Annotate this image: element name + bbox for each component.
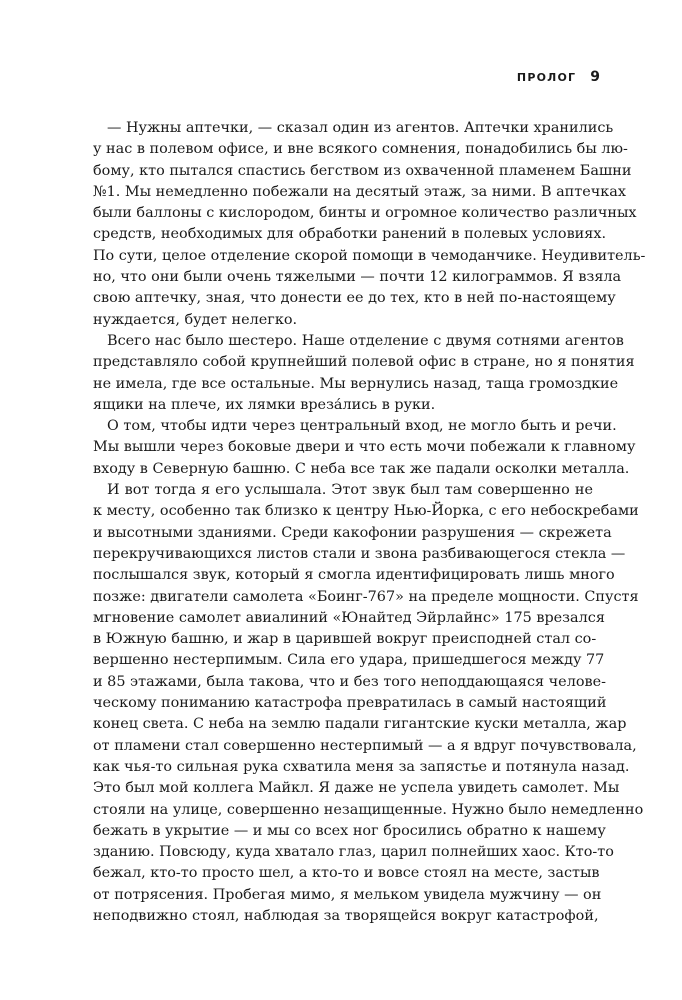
text-line: Всего нас было шестеро. Наше отделение с двумя сотнями агентов xyxy=(107,332,624,349)
text-line: как чья-то сильная рука схватила меня за запястье и потянула назад. xyxy=(93,758,630,775)
page-number: 9 xyxy=(590,69,600,85)
text-line: конец света. С неба на землю падали гигантские куски металла, жар xyxy=(93,716,627,733)
text-line: перекручивающихся листов стали и звона разбивающегося стекла — xyxy=(93,545,626,562)
text-line: ящики на плече, их лямки вреза́лись в руки. xyxy=(93,396,436,413)
text-line: нуждается, будет нелегко. xyxy=(93,311,298,328)
text-line: были баллоны с кислородом, бинты и огромное количество различных xyxy=(93,205,637,222)
text-line: неподвижно стоял, наблюдая за творящейся вокруг катастрофой, xyxy=(93,907,599,924)
text-line: не имела, где все остальные. Мы вернулись назад, таща громоздкие xyxy=(93,375,619,392)
text-line: вершенно нестерпимым. Сила его удара, пришедшегося между 77 xyxy=(93,652,605,669)
text-line: и 85 этажами, была такова, что и без того неподдающаяся челове- xyxy=(93,673,606,690)
text-line: позже: двигатели самолета «Боинг-767» на пределе мощности. Спустя xyxy=(93,588,639,605)
text-line: от пламени стал совершенно нестерпимый — а я вдруг почувствовала, xyxy=(93,737,637,754)
text-line: — Нужны аптечки, — сказал один из агентов. Аптечки хранились xyxy=(107,120,614,136)
text-line: от потрясения. Пробегая мимо, я мельком увидела мужчину — он xyxy=(93,886,602,903)
text-line: №1. Мы немедленно побежали на десятый этаж, за ними. В аптечках xyxy=(93,183,626,200)
text-line: в Южную башню, и жар в царившей вокруг преисподней стал со- xyxy=(93,631,597,648)
text-line: средств, необходимых для обработки ранений в полевых условиях. xyxy=(93,226,607,243)
text-line: ческому пониманию катастрофа превратилась в самый настоящий xyxy=(93,695,607,712)
running-header xyxy=(517,69,600,85)
text-line: зданию. Повсюду, куда хватало глаз, царил полнейших хаос. Кто-то xyxy=(93,844,614,861)
text-line: представляло собой крупнейший полевой офис в стране, но я понятия xyxy=(93,354,635,371)
body-text xyxy=(93,118,646,927)
paragraph xyxy=(93,416,636,480)
paragraph xyxy=(93,331,635,416)
text-line: По сути, целое отделение скорой помощи в чемоданчике. Неудивитель- xyxy=(93,247,646,264)
text-line: мгновение самолет авиалиний «Юнайтед Эйрлайнс» 175 врезался xyxy=(93,609,605,626)
paragraph xyxy=(93,480,644,927)
text-line: Мы вышли через боковые двери и что есть мочи побежали к главному xyxy=(93,439,636,456)
text-line: И вот тогда я его услышала. Этот звук был там совершенно не xyxy=(107,482,593,499)
text-line: бому, кто пытался спастись бегством из охваченной пламенем Башни xyxy=(93,162,632,179)
text-line: послышался звук, который я смогла идентифицировать лишь много xyxy=(93,567,615,584)
text-line: бежать в укрытие — и мы со всех ног бросились обратно к нашему xyxy=(93,822,606,839)
text-line: и высотными зданиями. Среди какофонии разрушения — скрежета xyxy=(93,524,612,541)
paragraph xyxy=(93,118,646,331)
text-line: входу в Северную башню. С неба все так же падали осколки металла. xyxy=(93,460,630,477)
text-line: стояли на улице, совершенно незащищенные. Нужно было немедленно xyxy=(93,801,644,818)
text-line: О том, чтобы идти через центральный вход, не могло быть и речи. xyxy=(107,418,617,435)
text-line: бежал, кто-то просто шел, а кто-то и вовсе стоял на месте, застыв xyxy=(93,865,600,882)
text-line: свою аптечку, зная, что донести ее до тех, кто в ней по-настоящему xyxy=(93,290,616,307)
text-line: у нас в полевом офисе, и вне всякого сомнения, понадобились бы лю- xyxy=(93,141,628,158)
text-line: Это был мой коллега Майкл. Я даже не успела увидеть самолет. Мы xyxy=(93,780,620,797)
text-line: но, что они были очень тяжелыми — почти 12 килограммов. Я взяла xyxy=(93,269,622,286)
chapter-title: ПРОЛОГ xyxy=(516,71,577,84)
text-line: к месту, особенно так близко к центру Нью-Йорка, с его небоскребами xyxy=(93,503,639,520)
